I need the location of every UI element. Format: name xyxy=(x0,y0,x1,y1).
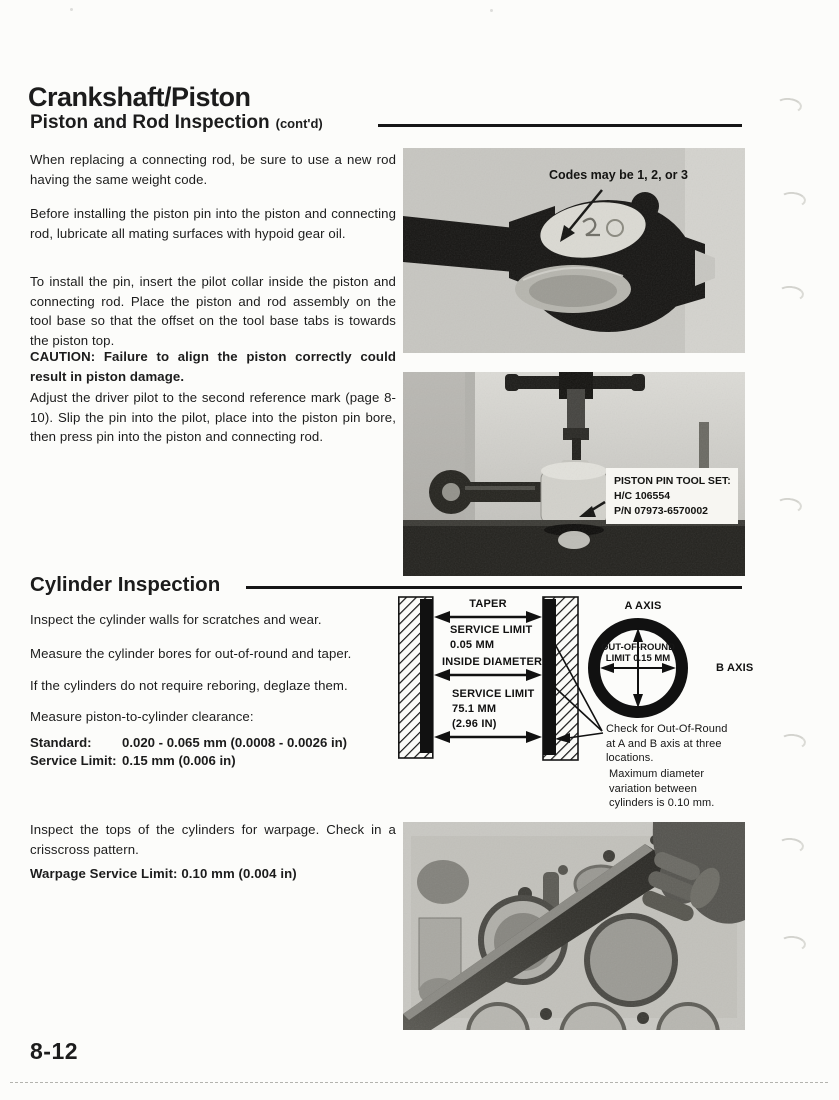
out-of-round-line2: LIMIT 0.15 MM xyxy=(605,653,671,664)
section-heading-contd: (cont'd) xyxy=(275,116,323,131)
para-warpage: Inspect the tops of the cylinders for warpage. Check in a crisscross pattern. xyxy=(30,822,396,857)
spec-service-label: Service Limit: xyxy=(30,753,117,768)
para-adjust-pilot: Adjust the driver pilot to the second reference mark (page 8-10). Slip the pin into the pilot, place into the piston pin bore, then press pin into the piston and connecting rod. xyxy=(30,390,396,445)
heading-rule xyxy=(378,124,742,127)
para-cylinder-bores: Measure the cylinder bores for out-of-round and taper. xyxy=(30,646,352,661)
section-heading-text: Piston and Rod Inspection xyxy=(30,112,270,133)
tool-label-line3: P/N 07973-6570002 xyxy=(614,505,708,517)
cylinder-wall-left xyxy=(399,597,433,758)
check-out-of-round-note: Check for Out-Of-Round at A and B axis at three locations. xyxy=(606,723,728,764)
out-of-round-line1: OUT-OF-ROUND xyxy=(601,642,675,653)
scan-artifact xyxy=(775,497,802,515)
scan-artifact xyxy=(779,191,806,209)
page-bottom-edge xyxy=(10,1082,828,1083)
scan-speck xyxy=(490,9,493,12)
heading-rule xyxy=(246,586,742,589)
tool-label-line2: H/C 106554 xyxy=(614,490,671,502)
section-heading-text: Cylinder Inspection xyxy=(30,573,221,596)
scan-artifact xyxy=(777,285,804,303)
para-deglaze: If the cylinders do not require reboring, deglaze them. xyxy=(30,678,348,693)
inside-diameter-label: INSIDE DIAMETER xyxy=(442,656,543,668)
para-lubricate: Before installing the piston pin into the piston and connecting rod, lubricate all mating surfaces with hypoid gear oil. xyxy=(30,206,396,241)
bore-cross-section xyxy=(594,624,682,712)
para-install-pin: To install the pin, insert the pilot collar inside the piston and connecting rod. Place the piston and rod assembly on the tool base so that the offset on the tool base tabs is towards the piston top. xyxy=(30,274,396,348)
para-new-rod: When replacing a connecting rod, be sure to use a new rod having the same weight code. xyxy=(30,152,396,187)
spec-service-limit xyxy=(30,752,396,770)
warpage-check-illustration xyxy=(403,822,745,1030)
max-variation-note: Maximum diameter variation between cylinders is 0.10 mm. xyxy=(609,768,715,809)
id-limit-value-mm: 75.1 MM xyxy=(452,703,497,715)
a-axis-label: A AXIS xyxy=(624,600,662,612)
spec-standard-value: 0.020 - 0.065 mm (0.0008 - 0.0026 in) xyxy=(122,735,348,750)
para-clearance: Measure piston-to-cylinder clearance: xyxy=(30,709,254,724)
scan-speck xyxy=(70,8,73,11)
spec-service-value: 0.15 mm (0.006 in) xyxy=(122,753,236,768)
chapter-title: Crankshaft/Piston xyxy=(28,82,251,112)
id-service-limit-label: SERVICE LIMIT xyxy=(452,688,535,700)
taper-service-limit-label: SERVICE LIMIT xyxy=(450,624,533,636)
scan-artifact xyxy=(779,935,806,953)
out-of-round-limit-label xyxy=(590,642,686,664)
weight-code-caption: Codes may be 1, 2, or 3 xyxy=(549,168,688,182)
para-cylinder-walls: Inspect the cylinder walls for scratches and wear. xyxy=(30,612,322,627)
photo-connecting-rod xyxy=(403,148,745,353)
spec-standard-label: Standard: xyxy=(30,735,92,750)
spec-standard xyxy=(30,734,396,752)
section-heading-piston-rod xyxy=(30,112,323,134)
page-number: 8-12 xyxy=(30,1038,79,1064)
taper-limit-value: 0.05 MM xyxy=(450,639,495,651)
id-limit-value-in: (2.96 IN) xyxy=(452,718,497,730)
photo-piston-pin-tool xyxy=(403,372,745,576)
tool-label-line1: PISTON PIN TOOL SET: xyxy=(614,475,731,487)
tool-label xyxy=(606,468,738,524)
warpage-service-limit: Warpage Service Limit: 0.10 mm (0.004 in) xyxy=(30,866,297,881)
caution-note: CAUTION: Failure to align the piston correctly could result in piston damage. xyxy=(30,349,396,384)
photo-warpage-check xyxy=(403,822,745,1030)
taper-label: TAPER xyxy=(469,598,507,610)
scan-artifact xyxy=(775,97,802,115)
scan-artifact xyxy=(777,837,804,855)
b-axis-label: B AXIS xyxy=(716,662,754,674)
cylinder-bore-diagram xyxy=(398,595,828,820)
section-heading-cylinder xyxy=(30,573,220,597)
